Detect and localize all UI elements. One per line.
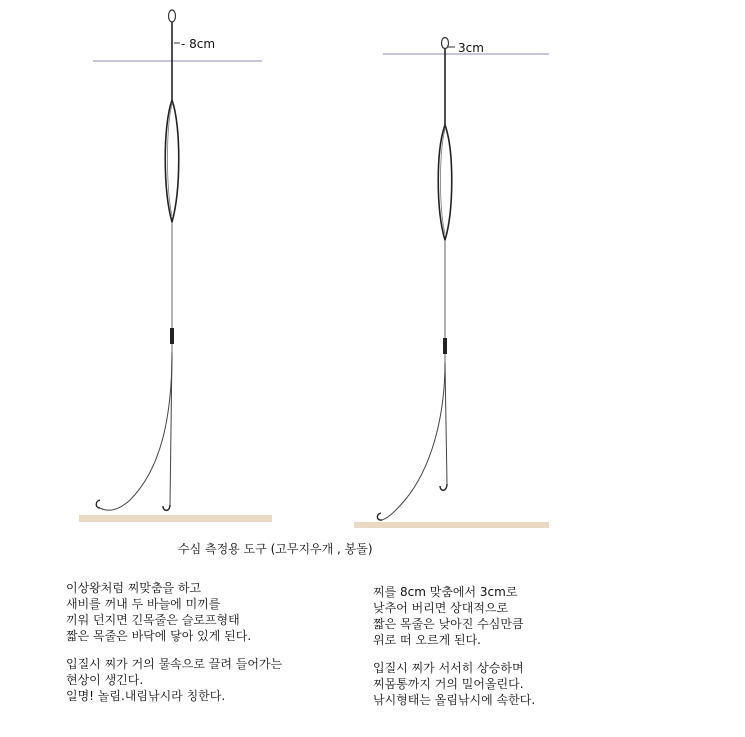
- right-paragraph-1: [373, 584, 535, 648]
- text-line: 낚시형태는 올림낚시에 속한다.: [373, 693, 536, 707]
- text-line: 입질시 찌가 서서히 상승하며: [373, 661, 524, 675]
- text-line: 입질시 찌가 거의 물속으로 끌려 들어가는: [66, 657, 283, 671]
- text-line: 찌몸통까지 거의 밀어올린다.: [373, 677, 524, 691]
- left-paragraph-2: [66, 656, 282, 704]
- left-rig: [79, 10, 272, 522]
- left-float-top-ring: [169, 10, 176, 22]
- text-line: 낮추어 버리면 상대적으로: [373, 601, 509, 615]
- right-rig: [354, 38, 549, 529]
- text-line: 현상이 생긴다.: [66, 673, 144, 687]
- text-line: 끼워 던지면 긴목줄은 슬로프형태: [66, 613, 240, 627]
- right-depth-label: 3cm: [458, 41, 484, 55]
- right-swivel: [443, 338, 447, 354]
- text-line: 위로 떠 오르게 된다.: [373, 633, 481, 647]
- left-notes: [66, 580, 282, 716]
- right-paragraph-2: [373, 660, 535, 708]
- right-short-leader: [445, 362, 447, 484]
- right-short-hook: [440, 484, 447, 490]
- text-line: 이상왕처럼 찌맞춤을 하고: [66, 581, 202, 595]
- tool-caption: 수심 측정용 도구 (고무지우개 , 봉돌): [178, 542, 373, 556]
- left-paragraph-1: [66, 580, 282, 644]
- left-long-hook: [96, 500, 100, 508]
- left-short-hook: [163, 505, 170, 510]
- text-line: 새비를 꺼내 두 바늘에 미끼를: [66, 597, 221, 611]
- left-depth-label: - 8cm: [181, 37, 216, 51]
- right-notes: [373, 584, 535, 720]
- right-bottom-bar: [354, 522, 549, 528]
- right-long-hook: [377, 513, 382, 520]
- text-line: 짧은 목줄은 바닥에 닿아 있게 된다.: [66, 629, 252, 643]
- left-bottom-bar: [79, 515, 272, 522]
- text-line: 짧은 목줄은 낮아진 수심만큼: [373, 617, 524, 631]
- text-line: 일명! 놀림.내림낚시라 칭한다.: [66, 689, 226, 703]
- text-line: 찌를 8cm 맞춤에서 3cm로: [373, 585, 518, 599]
- left-long-leader: [100, 352, 172, 510]
- left-swivel: [170, 328, 174, 344]
- right-long-leader: [382, 362, 445, 520]
